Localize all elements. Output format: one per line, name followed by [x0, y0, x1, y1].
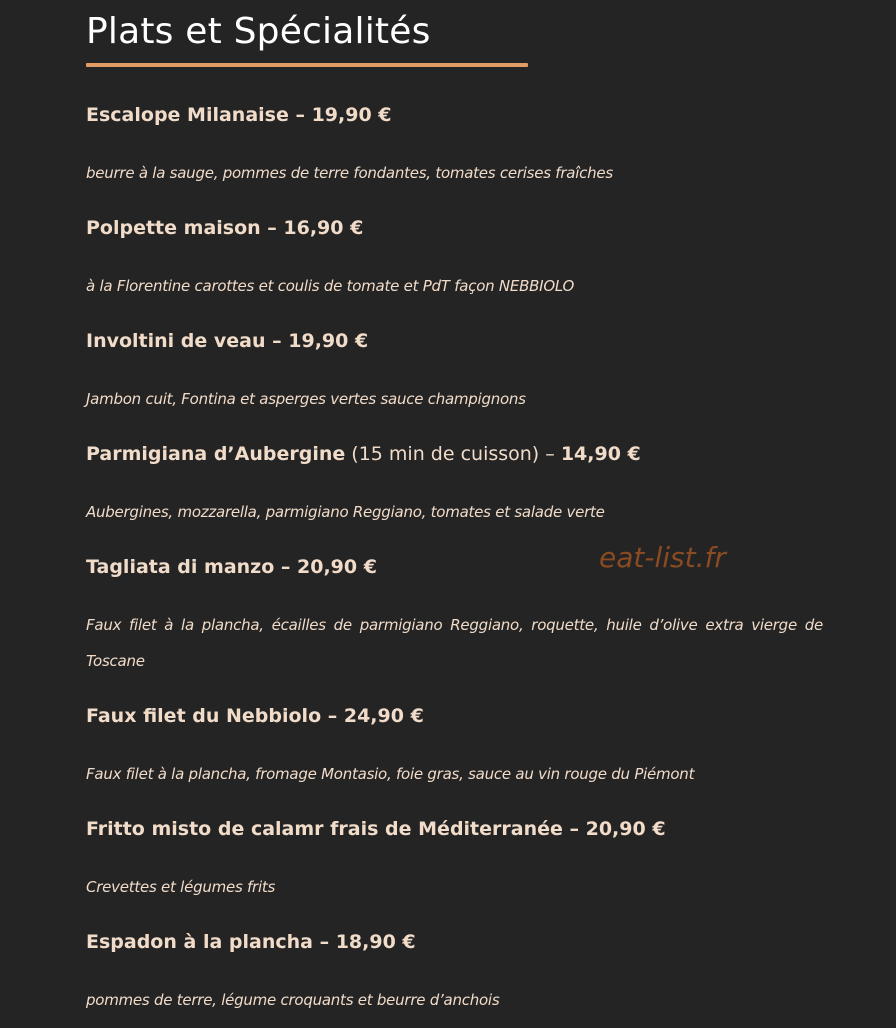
dish-title: [86, 327, 368, 355]
dish-name: Fritto misto de calamr frais de Méditerranée: [86, 818, 563, 840]
dish-description: Aubergines, mozzarella, parmigiano Reggiano, tomates et salade verte: [86, 503, 605, 521]
dish-description: à la Florentine carottes et coulis de tomate et PdT façon NEBBIOLO: [86, 277, 575, 295]
title-underline: [86, 63, 528, 67]
dish-price: – 20,90 €: [274, 556, 377, 578]
dish-title: [86, 815, 666, 843]
dish-price: – 20,90 €: [562, 818, 666, 840]
dish-description: Jambon cuit, Fontina et asperges vertes sauce champignons: [86, 390, 526, 408]
dish-title: [86, 440, 641, 468]
dish-price: – 19,90 €: [288, 104, 392, 126]
dish-price: – 19,90 €: [265, 330, 369, 352]
dish-title: [86, 101, 392, 129]
dish-name: Parmigiana d’Aubergine: [86, 443, 346, 465]
dish-description: pommes de terre, légume croquants et beurre d’anchois: [86, 991, 500, 1009]
dish-name: Tagliata di manzo: [86, 556, 275, 578]
dish-title: [86, 553, 377, 581]
dish-description: Faux filet à la plancha, fromage Montasio, foie gras, sauce au vin rouge du Piémont: [86, 765, 695, 783]
dish-description: beurre à la sauge, pommes de terre fondantes, tomates cerises fraîches: [86, 164, 613, 182]
dish-name: Escalope Milanaise: [86, 104, 289, 126]
dish-title: [86, 928, 416, 956]
dish-title: [86, 702, 424, 730]
dish-name: Polpette maison: [86, 217, 261, 239]
dish-description: Faux filet à la plancha, écailles de parmigiano Reggiano, roquette, huile d’olive extra vierge de Toscane: [86, 616, 823, 670]
dish-name: Espadon à la plancha: [86, 931, 313, 953]
dish-title: [86, 214, 363, 242]
dish-name: Involtini de veau: [86, 330, 266, 352]
watermark: eat-list.fr: [599, 541, 726, 574]
section-title: Plats et Spécialités: [86, 11, 431, 52]
dish-cooking-note: (15 min de cuisson) –: [345, 443, 561, 465]
dish-price: – 16,90 €: [260, 217, 364, 239]
dish-price: – 18,90 €: [312, 931, 416, 953]
dish-name: Faux filet du Nebbiolo: [86, 705, 322, 727]
dish-description: Crevettes et légumes frits: [86, 878, 276, 896]
dish-price: 14,90 €: [560, 443, 641, 465]
dish-price: – 24,90 €: [321, 705, 424, 727]
